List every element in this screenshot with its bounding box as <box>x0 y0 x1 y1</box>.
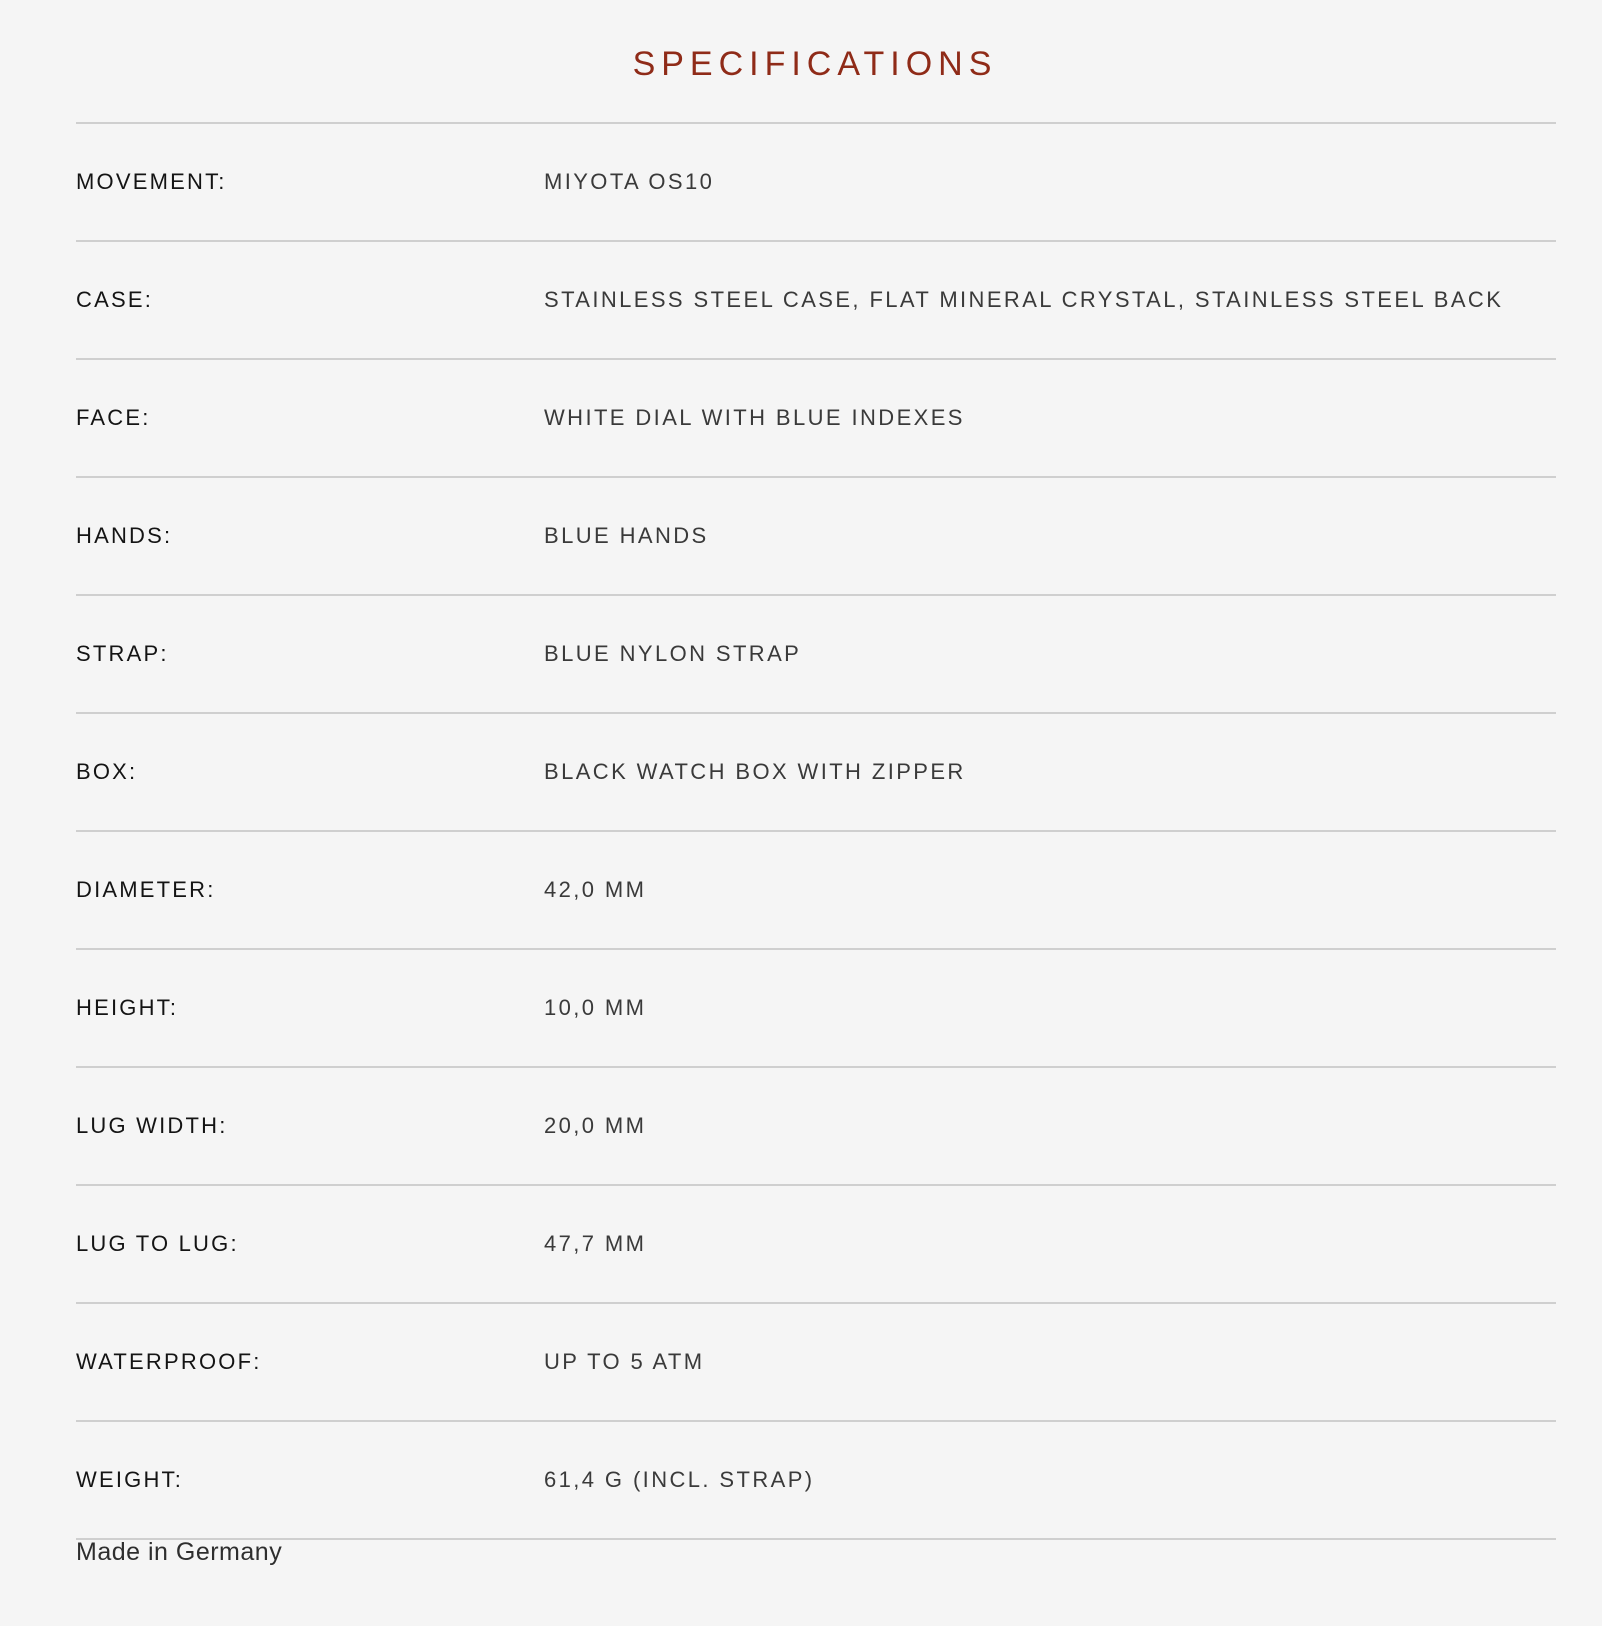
spec-label: HEIGHT: <box>76 995 179 1020</box>
spec-row-weight <box>76 1422 1556 1540</box>
spec-value: BLACK WATCH BOX WITH ZIPPER <box>544 759 966 784</box>
spec-label: BOX: <box>76 759 138 784</box>
spec-row-waterproof <box>76 1304 1556 1422</box>
spec-label: FACE: <box>76 405 151 430</box>
origin-note: Made in Germany <box>76 1538 283 1566</box>
spec-value: 61,4 G (INCL. STRAP) <box>544 1467 815 1492</box>
spec-value: 47,7 MM <box>544 1231 647 1256</box>
spec-label: LUG TO LUG: <box>76 1231 239 1256</box>
spec-value: STAINLESS STEEL CASE, FLAT MINERAL CRYSTAL, STAINLESS STEEL BACK <box>544 287 1504 312</box>
spec-row-movement <box>76 124 1556 242</box>
spec-row-box <box>76 714 1556 832</box>
spec-value: 20,0 MM <box>544 1113 647 1138</box>
spec-value: 42,0 MM <box>544 877 647 902</box>
spec-label: STRAP: <box>76 641 169 666</box>
spec-row-face <box>76 360 1556 478</box>
spec-row-lug-to-lug <box>76 1186 1556 1304</box>
spec-label: WATERPROOF: <box>76 1349 262 1374</box>
spec-label: WEIGHT: <box>76 1467 184 1492</box>
spec-value: UP TO 5 ATM <box>544 1349 705 1374</box>
spec-row-case <box>76 242 1556 360</box>
spec-value: 10,0 MM <box>544 995 647 1020</box>
spec-value: MIYOTA OS10 <box>544 169 715 194</box>
spec-value: WHITE DIAL WITH BLUE INDEXES <box>544 405 965 430</box>
spec-label: LUG WIDTH: <box>76 1113 228 1138</box>
spec-label: DIAMETER: <box>76 877 216 902</box>
spec-label: HANDS: <box>76 523 173 548</box>
spec-row-hands <box>76 478 1556 596</box>
spec-label: MOVEMENT: <box>76 169 227 194</box>
spec-label: CASE: <box>76 287 154 312</box>
specifications-table <box>76 122 1556 1540</box>
spec-row-lug-width <box>76 1068 1556 1186</box>
spec-value: BLUE HANDS <box>544 523 709 548</box>
section-title: SPECIFICATIONS <box>632 45 998 83</box>
spec-row-diameter <box>76 832 1556 950</box>
spec-value: BLUE NYLON STRAP <box>544 641 802 666</box>
spec-row-height <box>76 950 1556 1068</box>
spec-row-strap <box>76 596 1556 714</box>
